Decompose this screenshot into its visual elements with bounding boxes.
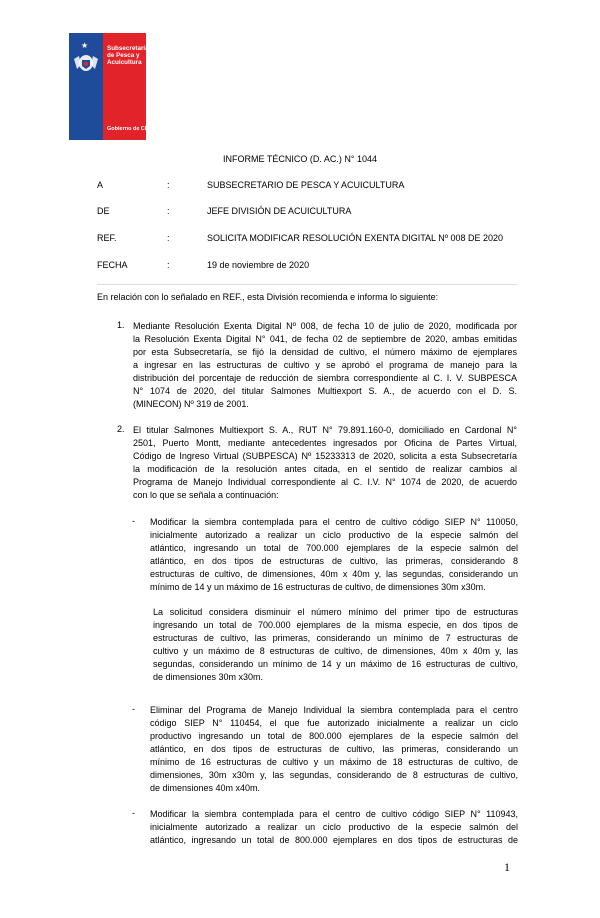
bullet-subparagraph-1: La solicitud considera disminuir el número mínimo del primer tipo de estructuras ingresando un total de 700.000 ejemplares de la misma especie, en dos tipos de estructuras de cultivo, las primeras, considerando un mínimo de 7 estructuras de cultivo y un máximo de 8 estructuras de cultivo, de dimensiones, 40m x 40m y, las segundas, considerando un mínimo de 14 y un máximo de 16 estructuras de cultivo, de dimensiones 30m x30m. <box>153 607 518 682</box>
bullet-dash-3: - <box>132 808 135 818</box>
header-divider <box>97 284 517 285</box>
document-page: ★ Subsecretaría de Pesca y Acuicultura Gobierno de Chile INFORME TÉCNICO (D. AC.) N° 1044 A : SUBSECRETARIO DE PESCA Y ACUICULTURA DE : JEFE DIVISIÓN DE ACUICULTURA REF. : SOLICITA MODIFICAR RESOLUCIÓN EXENTA DIGITAL Nº 008 DE 2020 FECHA : 19 de noviembre de 2020 En relación con lo señalado en REF., esta División recomienda e informa lo siguiente: 1. Mediante Resolución Exenta Digital Nº 008, de fecha 10 de julio de 2020, modificada por la Resolución Exenta Digital N° 041, de fecha 02 de septiembre de 2020, ambas emitidas por esta Subsecretaría, se fijó la densidad de cultivo, el número máximo de ejemplares a ingresar en las estructuras de cultivo y se aprobó el programa de manejo para la distribución del porcentaje de reducción de siembra correspondiente al C. I. V. SUBPESCA N° 1074 de 2020, del titular Salmones Multiexport S. A., de acuerdo con el D. S. (MINECON) Nº 319 de 2001. 2. El titular Salmones Multiexport S. A., RUT N° 79.891.160-0, domiciliado en Cardonal N° 2501, Puerto Montt, mediante antecedentes ingresados por Oficina de Partes Virtual, Código de Ingreso Virtual (SUBPESCA) Nº 15233313 de 2020, solicita a esta Subsecretaría la modificación de la resolución antes citada, en el sentido de realizar cambios al Programa de Manejo Individual correspondiente al C. I.V. N° 1074 de 2020, de acuerdo con lo que se señala a continuación: - Modificar la siembra contemplada para el centro de cultivo código SIEP N° 110050, inicialmente autorizado a realizar un ciclo productivo de la especie salmón del atlántico, ingresando un total de 700.000 ejemplares de la especie salmón del atlántico, en dos tipos de estructuras de cultivo, las primeras, considerando 8 estructuras de cultivo, de dimensiones, 40m x 40m y, las segundas, considerando un mínimo de 14 y un máximo de 16 estructuras de cultivo, de dimensiones 30m x30m. La solicitud considera disminuir el número mínimo del primer tipo de estructuras ingresando un total de 700.000 ejemplares de la misma especie, en dos tipos de estructuras de cultivo, las primeras, considerando un mínimo de 7 estructuras de cultivo y un máximo de 8 estructuras de cultivo, de dimensiones, 40m x 40m y, las segundas, considerando un mínimo de 14 y un máximo de 16 estructuras de cultivo, de dimensiones 30m x30m. - Eliminar del Programa de Manejo Individual la siembra contemplada para el centro código SIEP N° 110454, el que fue autorizado inicialmente a realizar un ciclo productivo ingresando un total de 800.000 ejemplares de la especie salmón del atlántico, en dos tipos de estructuras de cultivo, las primeras, considerando un mínimo de 16 estructuras de cultivo y un máximo de 18 estructuras de cultivo, de dimensiones, 30m x30m y, las segundas, considerando de 8 estructuras de cultivo, de dimensiones 40m x40m. - Modificar la siembra contemplada para el centro de cultivo código SIEP N° 110943, inicialmente autorizado a realizar un ciclo productivo de la especie salmón del atlántico, ingresando un total de 800.000 ejemplares en dos tipos de estructuras de 1 <box>0 0 600 918</box>
bullet-paragraph-2: Eliminar del Programa de Manejo Individual la siembra contemplada para el centro código SIEP N° 110454, el que fue autorizado inicialmente a realizar un ciclo productivo ingresando un total de 800.000 ejemplares de la especie salmón del atlántico, en dos tipos de estructuras de cultivo, las primeras, considerando un mínimo de 16 estructuras de cultivo y un máximo de 18 estructuras de cultivo, de dimensiones, 30m x30m y, las segundas, considerando de 8 estructuras de cultivo, de dimensiones 40m x40m. <box>150 705 518 793</box>
item-paragraph-1: Mediante Resolución Exenta Digital Nº 008, de fecha 10 de julio de 2020, modificada por la Resolución Exenta Digital N° 041, de fecha 02 de septiembre de 2020, ambas emitidas por esta Subsecretaría, se fijó la densidad de cultivo, el número máximo de ejemplares a ingresar en las estructuras de cultivo y se aprobó el programa de manejo para la distribución del porcentaje de reducción de siembra correspondiente al C. I. V. SUBPESCA N° 1074 de 2020, del titular Salmones Multiexport S. A., de acuerdo con el D. S. (MINECON) Nº 319 de 2001. <box>133 321 517 409</box>
gobierno-logo <box>69 33 155 140</box>
logo-gov-name: Gobierno de Chile <box>107 126 155 132</box>
bullet-dash-2: - <box>132 704 135 714</box>
star-icon: ★ <box>81 41 89 50</box>
coat-of-arms-icon <box>72 51 100 73</box>
page-number: 1 <box>504 860 510 874</box>
bullet-paragraph-3: Modificar la siembra contemplada para el centro de cultivo código SIEP N° 110943, inicialmente autorizado a realizar un ciclo productivo de la especie salmón del atlántico, ingresando un total de 800.000 ejemplares en dos tipos de estructuras de <box>150 809 518 845</box>
bullet-paragraph-1: Modificar la siembra contemplada para el centro de cultivo código SIEP N° 110050, inicialmente autorizado a realizar un ciclo productivo de la especie salmón del atlántico, ingresando un total de 700.000 ejemplares de la especie salmón del atlántico, en dos tipos de estructuras de cultivo, las primeras, considerando 8 estructuras de cultivo, de dimensiones, 40m x 40m y, las segundas, considerando un mínimo de 14 y un máximo de 16 estructuras de cultivo, de dimensiones 30m x30m. <box>150 517 518 592</box>
item-number-1: 1. <box>117 320 125 330</box>
item-paragraph-2: El titular Salmones Multiexport S. A., RUT N° 79.891.160-0, domiciliado en Cardonal N° 2501, Puerto Montt, mediante antecedentes ingresados por Oficina de Partes Virtual, Código de Ingreso Virtual (SUBPESCA) Nº 15233313 de 2020, solicita a esta Subsecretaría la modificación de la resolución antes citada, en el sentido de realizar cambios al Programa de Manejo Individual correspondiente al C. I.V. N° 1074 de 2020, de acuerdo con lo que se señala a continuación: <box>133 425 517 500</box>
document-title: INFORME TÉCNICO (D. AC.) N° 1044 <box>223 154 377 164</box>
bullet-dash-1: - <box>132 516 135 526</box>
item-number-2: 2. <box>117 424 125 434</box>
logo-org-name: Subsecretaría de Pesca y Acuicultura <box>107 45 149 67</box>
intro-paragraph: En relación con lo señalado en REF., esta División recomienda e informa lo siguiente: <box>97 292 439 302</box>
